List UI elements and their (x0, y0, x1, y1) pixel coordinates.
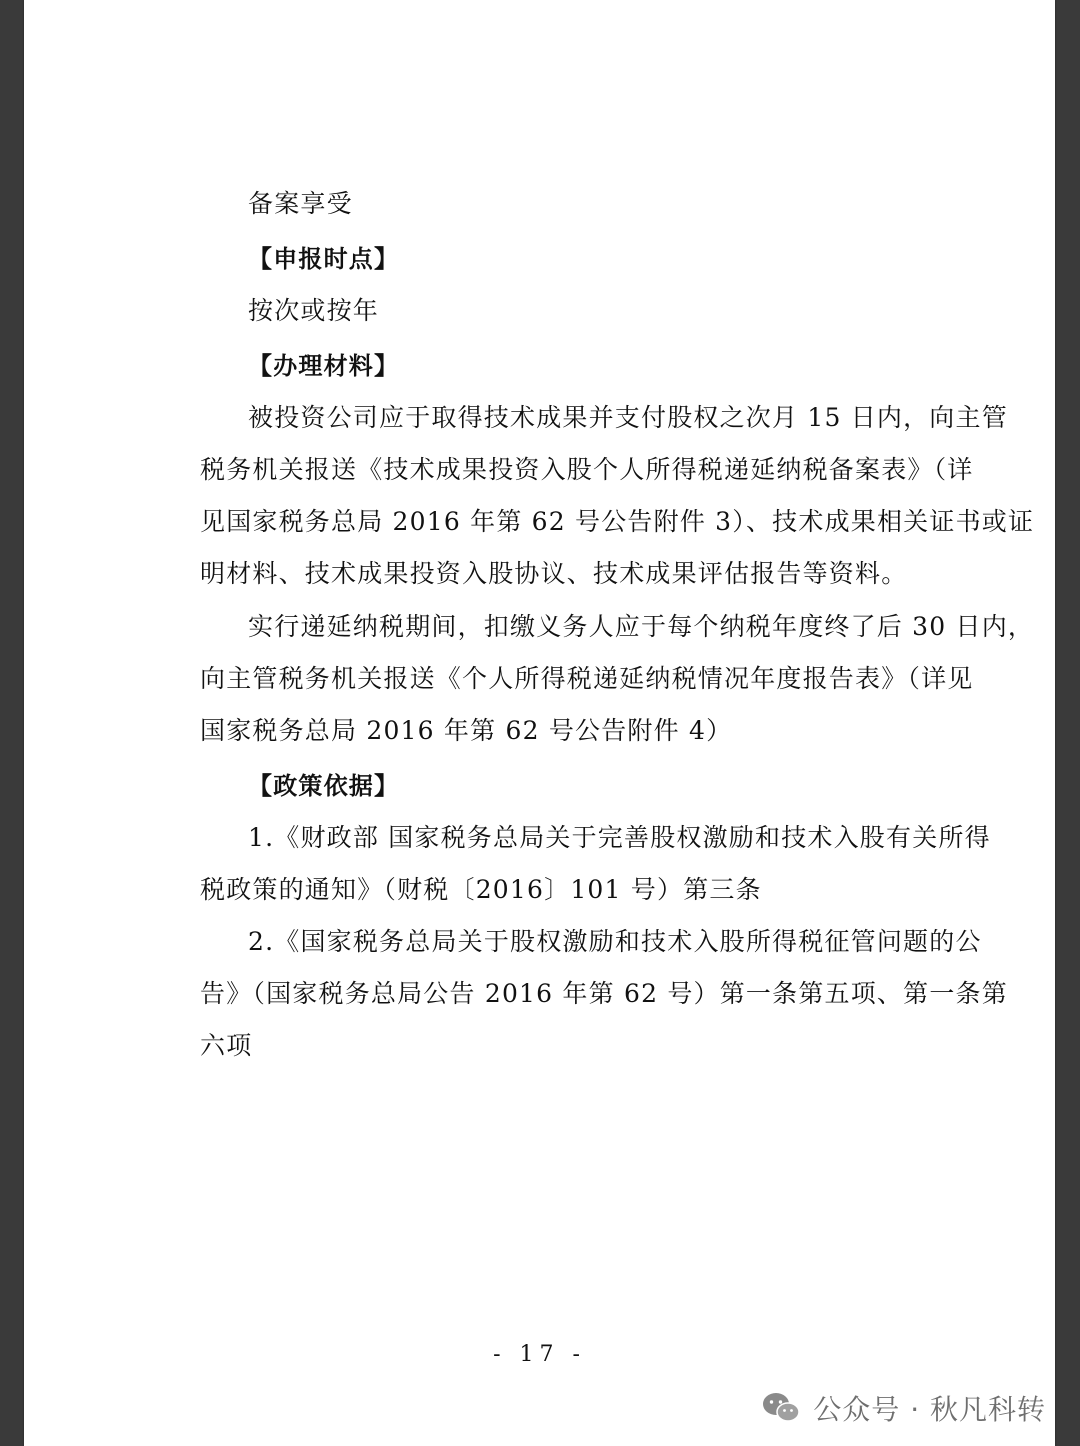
watermark (761, 1388, 1046, 1428)
reference-line: 税政策的通知》（财税〔2016〕101 号）第三条 (200, 875, 762, 904)
wechat-icon (761, 1391, 801, 1425)
body-line: 向主管税务机关报送《个人所得税递延纳税情况年度报告表》（详见 (200, 664, 974, 693)
document-page (24, 0, 1055, 1446)
body-line: 实行递延纳税期间，扣缴义务人应于每个纳税年度终了后 30 日内， (248, 612, 1035, 641)
watermark-text: 公众号 · 秋凡科转 (813, 1393, 1046, 1426)
body-line: 国家税务总局 2016 年第 62 号公告附件 4） (200, 716, 733, 745)
document-body (200, 178, 1035, 1072)
section-heading-materials: 【办理材料】 (248, 352, 400, 380)
body-line: 按次或按年 (248, 296, 380, 325)
section-heading-policy-basis: 【政策依据】 (248, 772, 400, 800)
body-line: 明材料、技术成果投资入股协议、技术成果评估报告等资料。 (200, 559, 908, 588)
reference-line: 六项 (200, 1031, 253, 1060)
reference-line: 1.《财政部 国家税务总局关于完善股权激励和技术入股有关所得 (248, 823, 991, 852)
body-line: 备案享受 (248, 189, 353, 218)
body-line: 见国家税务总局 2016 年第 62 号公告附件 3）、技术成果相关证书或证 (200, 507, 1035, 536)
reference-line: 告》（国家税务总局公告 2016 年第 62 号）第一条第五项、第一条第 (200, 979, 1008, 1008)
body-line: 税务机关报送《技术成果投资入股个人所得税递延纳税备案表》（详 (200, 455, 974, 484)
page-number: - 17 - (493, 1342, 586, 1367)
section-heading-filing-time: 【申报时点】 (248, 245, 400, 273)
reference-line: 2.《国家税务总局关于股权激励和技术入股所得税征管问题的公 (248, 927, 982, 956)
body-line: 被投资公司应于取得技术成果并支付股权之次月 15 日内，向主管 (248, 403, 1008, 432)
